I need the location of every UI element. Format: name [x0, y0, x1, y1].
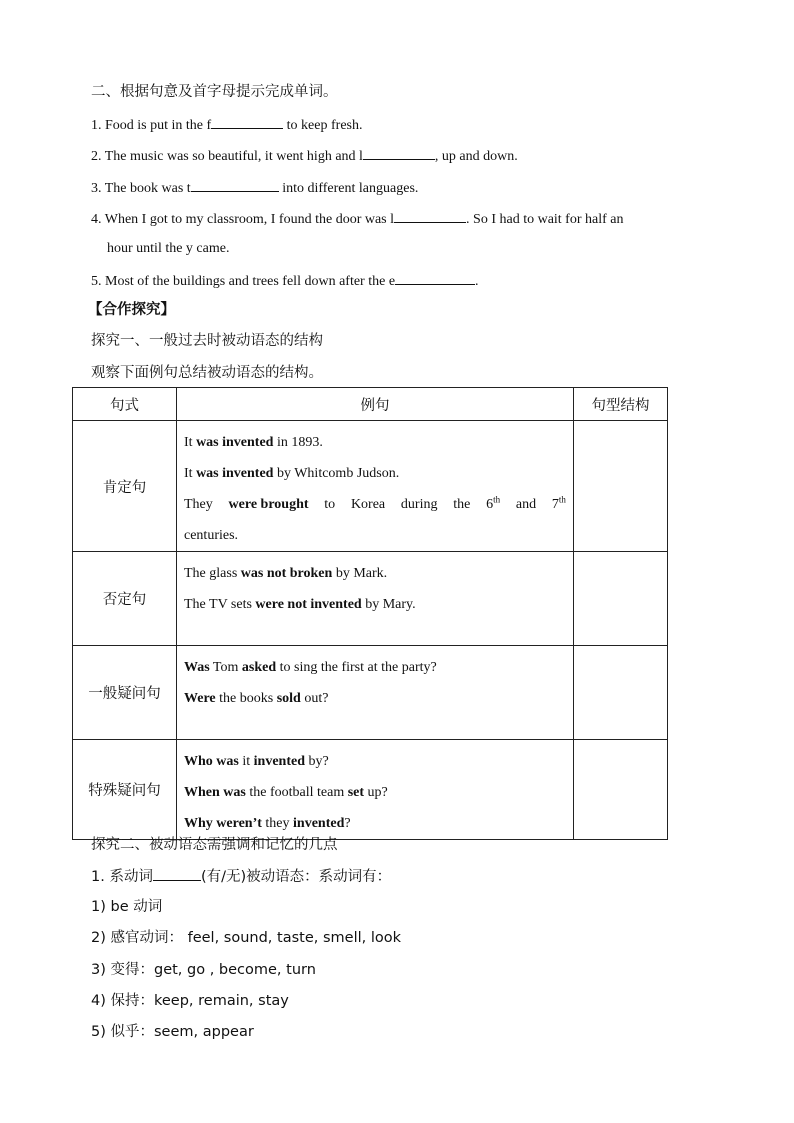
item-text: . So I had to wait for half an — [466, 212, 624, 227]
examples-affirmative — [177, 421, 574, 552]
header-structure: 句型结构 — [574, 388, 668, 421]
header-example: 例句 — [177, 388, 574, 421]
explore2-title: 探究二、被动语态需强调和记忆的几点 — [91, 837, 338, 853]
explore1-title: 探究一、一般过去时被动语态的结构 — [91, 333, 323, 349]
exercise-item-1 — [91, 114, 362, 136]
answer-blank[interactable] — [394, 208, 466, 223]
item-text: 2. The music was so beautiful, it went high and l — [91, 149, 363, 164]
type-general-question: 一般疑问句 — [73, 646, 177, 740]
item-text: into different languages. — [278, 181, 419, 196]
item-text: . — [475, 274, 479, 289]
exercise-item-4-continued: hour until the y came. — [107, 241, 230, 256]
point-text: (有/无)被动语态：系动词有： — [200, 869, 392, 885]
structure-negative-cell[interactable] — [574, 552, 668, 646]
item-text: 3. The book was t — [91, 181, 191, 196]
linking-verb-item-4: 4) 保持：keep, remain, stay — [91, 993, 289, 1009]
table-row-negative — [73, 552, 668, 646]
point-text: 1. 系动词 — [91, 869, 153, 885]
linking-verb-item-1: 1) be 动词 — [91, 899, 163, 915]
explore2-point-1 — [91, 866, 391, 887]
linking-verb-item-3: 3) 变得：get, go , become, turn — [91, 962, 316, 978]
exercise-item-2 — [91, 145, 518, 167]
example-line: Was Tom asked to sing the first at the party? — [184, 660, 437, 675]
example-line: Who was it invented by? — [184, 754, 329, 769]
exercise-item-5 — [91, 270, 479, 292]
examples-negative — [177, 552, 574, 646]
examples-general-question — [177, 646, 574, 740]
type-special-question: 特殊疑问句 — [73, 740, 177, 840]
structure-affirmative-cell[interactable] — [574, 421, 668, 552]
example-line: It was invented in 1893. — [184, 435, 323, 450]
header-sentence-type: 句式 — [73, 388, 177, 421]
cooperate-heading: 【合作探究】 — [88, 302, 175, 318]
answer-blank[interactable] — [191, 177, 279, 192]
item-text: to keep fresh. — [283, 118, 363, 133]
item-text: 1. Food is put in the f — [91, 118, 212, 133]
exercise-item-3 — [91, 177, 418, 199]
passive-voice-table — [72, 387, 668, 840]
observe-instruction: 观察下面例句总结被动语态的结构。 — [91, 365, 323, 381]
examples-special-question — [177, 740, 574, 840]
structure-general-question-cell[interactable] — [574, 646, 668, 740]
answer-blank[interactable] — [211, 114, 283, 129]
example-line: When was the football team set up? — [184, 785, 388, 800]
example-line: Why weren’t they invented? — [184, 816, 351, 831]
example-line: centuries. — [184, 528, 239, 543]
answer-blank[interactable] — [363, 145, 435, 160]
example-line: The glass was not broken by Mark. — [184, 566, 388, 581]
answer-blank[interactable] — [395, 270, 475, 285]
linking-verb-item-2: 2) 感官动词： feel, sound, taste, smell, look — [91, 930, 402, 946]
item-text: 4. When I got to my classroom, I found the door was l — [91, 212, 395, 227]
item-text: , up and down. — [434, 149, 518, 164]
exercise-item-4 — [91, 208, 624, 230]
section2-title: 二、根据句意及首字母提示完成单词。 — [91, 84, 338, 100]
table-row-special-question — [73, 740, 668, 840]
example-line: They were brought to Korea during the 6th and 7th — [184, 494, 566, 512]
table-row-general-question — [73, 646, 668, 740]
item-text: 5. Most of the buildings and trees fell down after the e — [91, 274, 396, 289]
linking-verb-item-5: 5) 似乎：seem, appear — [91, 1024, 254, 1040]
example-line: The TV sets were not invented by Mary. — [184, 597, 416, 612]
answer-blank[interactable] — [153, 866, 201, 881]
example-line: It was invented by Whitcomb Judson. — [184, 466, 400, 481]
table-header-row — [73, 388, 668, 421]
table-row-affirmative — [73, 421, 668, 552]
structure-special-question-cell[interactable] — [574, 740, 668, 840]
type-affirmative: 肯定句 — [73, 421, 177, 552]
type-negative: 否定句 — [73, 552, 177, 646]
example-line: Were the books sold out? — [184, 691, 329, 706]
